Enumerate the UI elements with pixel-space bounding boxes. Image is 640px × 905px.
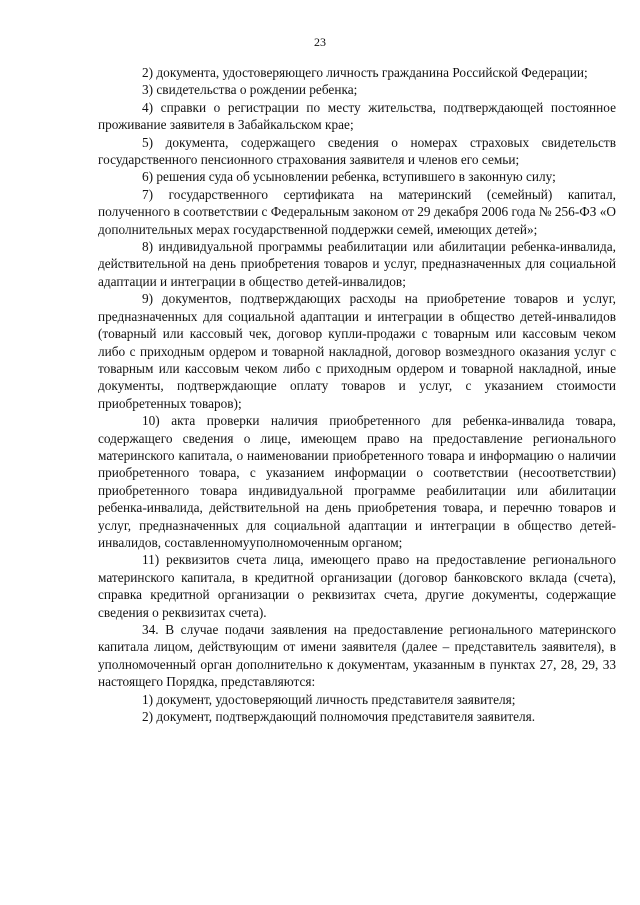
- paragraph-item-9-expense-documents: 9) документов, подтверждающих расходы на приобретение товаров и услуг, предназначенных для социальной адаптации и интеграции в общество детей-инвалидов (товарный или кассовый чек, договор купли-продажи с товарным или кассовым чеком либо с приходным ордером и товарной накладной, договор возмездного оказания услуг с товарным или кассовым чеком либо с приходным ордером и товарной накладной, иные документы, подтверждающие оплату товаров и услуг, с указанием стоимости приобретенных товаров);: [98, 291, 616, 411]
- paragraph-item-4-residence-certificate: 4) справки о регистрации по месту жительства, подтверждающей постоянное проживание заявителя в Забайкальском крае;: [98, 99, 616, 133]
- paragraph-item-7-state-certificate: 7) государственного сертификата на материнский (семейный) капитал, полученного в соответствии с Федеральным законом от 29 декабря 2006 года № 256-ФЗ «О дополнительных мерах государственной поддержки семей, имеющих детей»;: [98, 186, 616, 237]
- paragraph-item-3-birth-certificate: 3) свидетельства о рождении ребенка;: [142, 82, 358, 98]
- paragraph-item-8-rehabilitation-program: 8) индивидуальной программы реабилитации или абилитации ребенка-инвалида, действительной на день приобретения товаров и услуг, предназначенных для социальной адаптации и интеграции в общество детей-инвалидов;: [98, 239, 616, 289]
- paragraph-clause-34: 34. В случае подачи заявления на предоставление регионального материнского капитала лицом, действующим от имени заявителя (далее – представитель заявителя), в уполномоченный орган дополнительно к документам, указанным в пунктах 27, 28, 29, 33 настоящего Порядка, представляются:: [98, 622, 616, 690]
- paragraph-item-6-court-decision: 6) решения суда об усыновлении ребенка, вступившего в законную силу;: [142, 169, 556, 185]
- paragraph-item-10-inspection-act: 10) акта проверки наличия приобретенного для ребенка-инвалида товара, содержащего сведения о лице, имеющем право на предоставление регионального материнского капитала, о наименовании приобретенного товара и информацию о наличии приобретенного товара, с указанием информации о соответствии (несоответствии) приобретенного товара индивидуальной программе реабилитации или абилитации ребенка-инвалида, действительной на день приобретения товара, и перечню товаров и услуг, предназначенных для социальной адаптации и интеграции в общество детей-инвалидов, составленномууполномоченным органом;: [98, 413, 616, 550]
- paragraph-item-11-account-details: 11) реквизитов счета лица, имеющего право на предоставление регионального материнского капитала, в кредитной организации (договор банковского вклада (счета), справка кредитной организации о реквизитах счета, другие документы, содержащие сведения о реквизитах счета).: [98, 552, 616, 620]
- document-body: [98, 64, 616, 725]
- paragraph-item-5-insurance-numbers: 5) документа, содержащего сведения о номерах страховых свидетельств государственного пенсионного страхования заявителя и членов его семьи;: [98, 134, 616, 168]
- page-number: 23: [314, 35, 326, 49]
- paragraph-item-2-identity-document: 2) документа, удостоверяющего личность гражданина Российской Федерации;: [142, 65, 588, 80]
- paragraph-representative-identity: 1) документ, удостоверяющий личность представителя заявителя;: [142, 691, 516, 707]
- paragraph-representative-authority: 2) документ, подтверждающий полномочия представителя заявителя.: [142, 709, 536, 725]
